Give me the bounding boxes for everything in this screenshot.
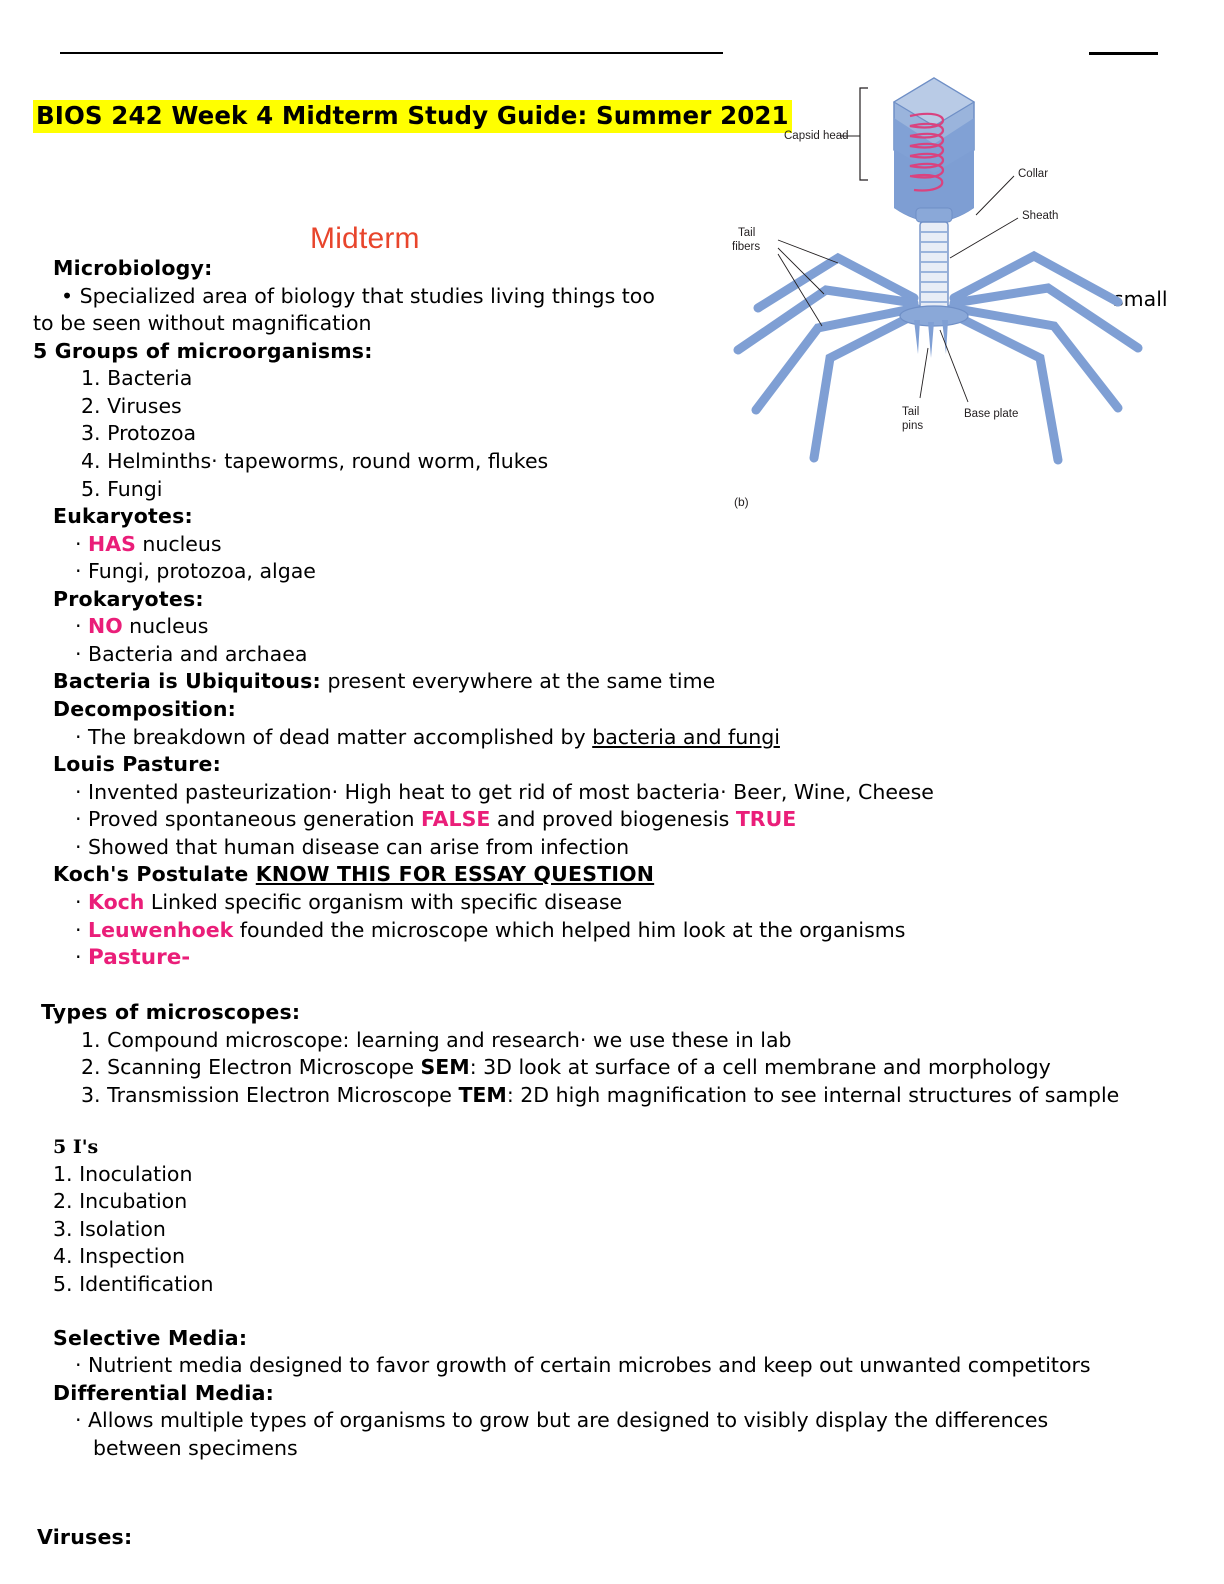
figure-label-collar: Collar <box>1018 168 1049 180</box>
spacer <box>33 1462 1183 1498</box>
heading-eukaryotes: Eukaryotes: <box>53 504 193 529</box>
figure-label-sheath: Sheath <box>1022 210 1059 222</box>
eukaryotes-bullet-2: · Fungi, protozoa, algae <box>75 559 316 584</box>
bullet-dot: · <box>75 889 89 914</box>
heading-types-of-microscopes: Types of microscopes: <box>41 999 301 1024</box>
floating-word-small: small <box>1113 287 1168 311</box>
line-bacteria-ubiquitous <box>53 668 1183 696</box>
microscope-2-a: 2. Scanning Electron Microscope <box>81 1055 421 1080</box>
header-rule-left <box>60 52 723 54</box>
spacer <box>33 1299 1183 1325</box>
group-item-5: 5. Fungi <box>81 476 163 501</box>
heading-selective-media: Selective Media: <box>53 1325 248 1350</box>
study-guide-body <box>33 255 1183 1552</box>
eukaryotes-bullet-1 <box>75 531 1183 559</box>
heading-louis-pasture: Louis Pasture: <box>53 752 222 777</box>
microscope-item-2 <box>81 1054 1183 1082</box>
header-rule-right <box>1089 52 1158 55</box>
line-kochs-postulate <box>53 861 1183 889</box>
heading-differential-media: Differential Media: <box>53 1380 275 1405</box>
decomposition-underlined: bacteria and fungi <box>592 724 780 749</box>
microscope-3-c: : 2D high magnification to see internal structures of sample <box>506 1082 1120 1107</box>
pasture-bullet-1: · Invented pasteurization· High heat to get rid of most bacteria· Beer, Wine, Cheese <box>75 779 934 804</box>
leuwenhoek-name: Leuwenhoek <box>88 917 234 942</box>
i-item-1: 1. Inoculation <box>53 1161 193 1186</box>
heading-kochs-postulate: Koch's Postulate <box>53 862 256 887</box>
kochs-postulate-emphasis: KNOW THIS FOR ESSAY QUESTION <box>255 862 655 887</box>
differential-media-bullet-1: · Allows multiple types of organisms to grow but are designed to visibly display the differences <box>75 1408 1049 1433</box>
i-item-4: 4. Inspection <box>53 1244 185 1269</box>
figure-label-tail-fibers-line2: fibers <box>732 241 761 253</box>
spacer <box>33 1109 1183 1135</box>
pasture-name: Pasture- <box>88 945 191 971</box>
prokaryotes-bullet-2: · Bacteria and archaea <box>75 641 308 666</box>
pasture-2-a: · Proved spontaneous generation <box>75 807 421 832</box>
figure-label-tail-pins-line2: pins <box>902 420 924 432</box>
prokaryotes-no-rest: nucleus <box>122 614 209 639</box>
microscope-2-c: : 3D look at surface of a cell membrane and morphology <box>469 1055 1051 1080</box>
koch-bullet-2 <box>75 917 1183 945</box>
decomposition-text: · The breakdown of dead matter accomplished by <box>75 724 593 749</box>
sem-abbrev: SEM <box>420 1055 470 1080</box>
prokaryotes-bullet-1 <box>75 613 1183 641</box>
bullet-dot: · <box>75 531 89 556</box>
i-item-2: 2. Incubation <box>53 1189 188 1214</box>
koch-bullet-1 <box>75 889 1183 917</box>
microbiology-bullet-1-cont: to be seen without magnification <box>33 311 372 336</box>
koch-name: Koch <box>88 889 145 914</box>
heading-prokaryotes: Prokaryotes: <box>53 586 204 611</box>
heading-viruses: Viruses: <box>37 1525 133 1550</box>
pasture-false: FALSE <box>421 807 491 832</box>
heading-five-is: 5 I's <box>53 1136 99 1159</box>
prokaryotes-no: NO <box>88 614 123 639</box>
spacer <box>33 973 1183 999</box>
heading-groups-of-microorganisms: 5 Groups of microorganisms: <box>33 338 373 363</box>
microbiology-bullet-1: • Specialized area of biology that studies living things too <box>61 283 655 308</box>
selective-media-bullet-1: · Nutrient media designed to favor growth of certain microbes and keep out unwanted competitors <box>75 1353 1091 1378</box>
bullet-dot: · <box>75 917 89 942</box>
pasture-2-c: and proved biogenesis <box>490 807 736 832</box>
i-item-3: 3. Isolation <box>53 1216 166 1241</box>
bacteria-ubiquitous-text: present everywhere at the same time <box>320 669 716 694</box>
tem-abbrev: TEM <box>458 1082 507 1107</box>
pasture-bullet-3: · Showed that human disease can arise from infection <box>75 834 630 859</box>
koch-bullet-3 <box>75 944 1183 973</box>
differential-media-bullet-1-cont: between specimens <box>93 1435 298 1460</box>
group-item-2: 2. Viruses <box>81 393 182 418</box>
microscope-3-a: 3. Transmission Electron Microscope <box>81 1082 459 1107</box>
leuwenhoek-text: founded the microscope which helped him look at the organisms <box>233 917 906 942</box>
heading-bacteria-ubiquitous: Bacteria is Ubiquitous: <box>53 669 321 694</box>
koch-text: Linked specific organism with specific disease <box>144 889 623 914</box>
document-title: BIOS 242 Week 4 Midterm Study Guide: Summer 2021 <box>33 100 792 133</box>
heading-decomposition: Decomposition: <box>53 697 237 721</box>
microscope-item-3 <box>81 1082 1183 1110</box>
spacer <box>33 1498 1183 1524</box>
bullet-dot: · <box>75 614 89 639</box>
figure-label-tail-fibers-line1: Tail <box>738 227 756 239</box>
figure-label-tail-pins-line1: Tail <box>902 406 920 418</box>
i-item-5: 5. Identification <box>53 1272 214 1297</box>
decomposition-bullet-1 <box>75 724 1183 752</box>
bullet-dot: · <box>75 945 89 970</box>
midterm-heading: Midterm <box>310 222 420 255</box>
figure-label-capsid-head: Capsid head <box>784 130 849 142</box>
group-item-1: 1. Bacteria <box>81 366 193 391</box>
figure-caption: (b) <box>734 495 749 509</box>
pasture-bullet-2 <box>75 806 1183 834</box>
microscope-item-1: 1. Compound microscope: learning and research· we use these in lab <box>81 1027 792 1052</box>
heading-microbiology: Microbiology: <box>53 256 213 280</box>
eukaryotes-has: HAS <box>88 531 136 556</box>
figure-label-base-plate: Base plate <box>964 408 1019 420</box>
eukaryotes-has-rest: nucleus <box>135 531 222 556</box>
group-item-4: 4. Helminths· tapeworms, round worm, flukes <box>81 448 549 473</box>
pasture-true: TRUE <box>735 807 797 832</box>
group-item-3: 3. Protozoa <box>81 421 197 446</box>
